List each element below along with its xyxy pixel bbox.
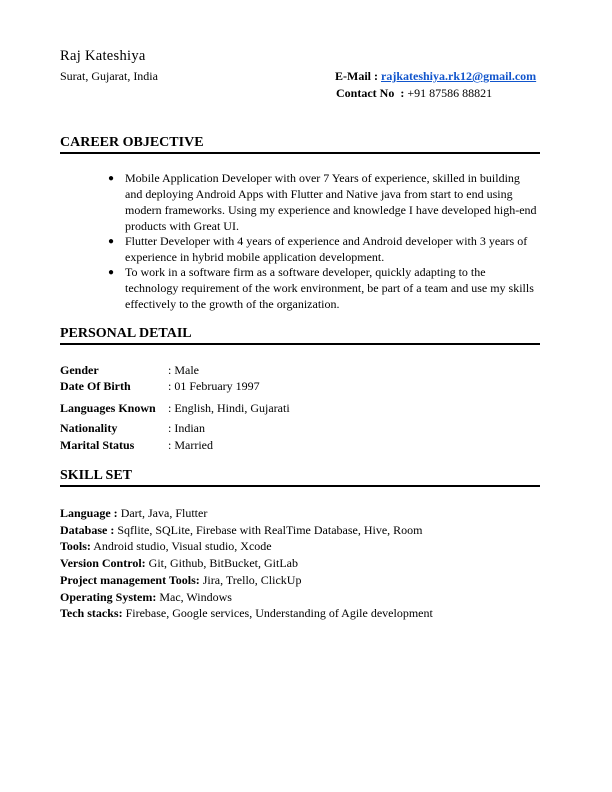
skill-value: Android studio, Visual studio, Xcode	[90, 539, 272, 554]
detail-label: Date Of Birth	[60, 379, 131, 393]
skill-set-heading: SKILL SET	[60, 468, 132, 483]
detail-label: Nationality	[60, 421, 118, 435]
detail-label: Languages Known	[60, 401, 156, 415]
skill-value: Firebase, Google services, Understanding of Agile development	[122, 606, 433, 621]
skill-row	[60, 540, 272, 552]
bullet-icon: ●	[108, 173, 115, 184]
skill-value: Git, Github, BitBucket, GitLab	[145, 556, 298, 571]
skill-row	[60, 507, 207, 519]
detail-value: : Male	[168, 363, 199, 377]
skill-label: Project management Tools:	[60, 572, 200, 587]
objective-line: Flutter Developer with 4 years of experience and Android developer with 3 years of	[125, 234, 528, 248]
skill-row	[60, 557, 298, 569]
contact-line	[336, 87, 492, 99]
objective-line: experience in hybrid mobile application development.	[125, 250, 385, 264]
objective-line: products with Great UI.	[125, 219, 239, 233]
objective-line: and deploying Android Apps with Flutter and Native java from start to end using	[125, 187, 513, 201]
candidate-name: Raj Kateshiya	[60, 48, 146, 64]
detail-label: Gender	[60, 363, 99, 377]
contact-number: +91 87586 88821	[407, 86, 493, 100]
skill-value: Dart, Java, Flutter	[117, 506, 208, 520]
skill-row	[60, 607, 433, 619]
divider	[60, 485, 540, 487]
email-line	[335, 70, 536, 82]
detail-value: : English, Hindi, Gujarati	[168, 401, 290, 415]
skill-label: Database :	[60, 522, 115, 537]
bullet-icon: ●	[108, 236, 115, 247]
detail-value: : Indian	[168, 421, 205, 435]
career-objective-heading: CAREER OBJECTIVE	[60, 135, 204, 150]
objective-line: technology requirement of the work environment, be part of a team and use my skills	[125, 281, 534, 295]
skill-row	[60, 524, 423, 536]
objective-line: To work in a software firm as a software developer, quickly adapting to the	[125, 265, 486, 279]
skill-label: Tools:	[60, 539, 91, 554]
contact-label: Contact No :	[336, 86, 405, 100]
email-link[interactable]: rajkateshiya.rk12@gmail.com	[381, 69, 537, 83]
objective-line: Mobile Application Developer with over 7 Years of experience, skilled in building	[125, 171, 520, 185]
skill-label: Operating System:	[60, 589, 157, 604]
skill-label: Version Control:	[60, 556, 146, 571]
detail-value: : 01 February 1997	[168, 379, 260, 393]
skill-label: Language :	[60, 506, 118, 520]
detail-value: : Married	[168, 438, 213, 452]
skill-label: Tech stacks:	[60, 606, 123, 621]
email-label: E-Mail :	[335, 69, 378, 83]
skill-row	[60, 574, 301, 586]
bullet-icon: ●	[108, 267, 115, 278]
skill-row	[60, 591, 232, 603]
skill-value: Mac, Windows	[156, 589, 232, 604]
objective-line: modern frameworks. Using my experience and knowledge I have developed high-end	[125, 203, 537, 217]
detail-label: Marital Status	[60, 438, 135, 452]
objective-line: effectively to the growth of the organization.	[125, 297, 340, 311]
divider	[60, 152, 540, 154]
skill-value: Sqflite, SQLite, Firebase with RealTime Database, Hive, Room	[114, 522, 423, 537]
divider	[60, 343, 540, 345]
location: Surat, Gujarat, India	[60, 69, 158, 83]
personal-detail-heading: PERSONAL DETAIL	[60, 326, 192, 341]
skill-value: Jira, Trello, ClickUp	[199, 572, 302, 587]
